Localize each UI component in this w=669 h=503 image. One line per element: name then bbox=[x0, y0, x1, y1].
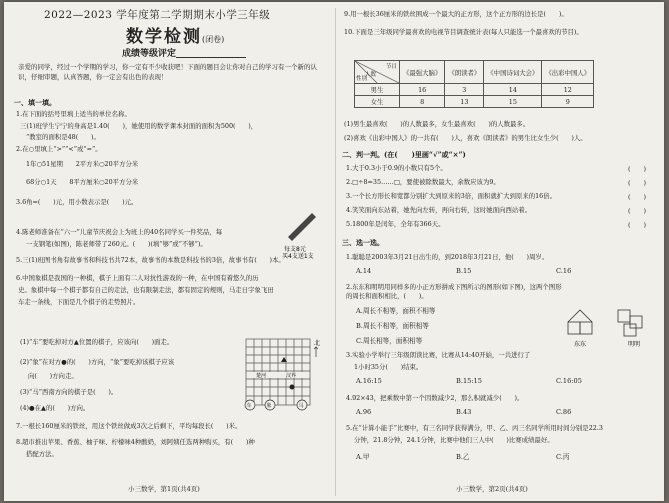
choice-5b: 分钟，21.8分钟，24.1分钟，比赛中他们三人中( )比赛成绩最好。 bbox=[354, 436, 554, 444]
row-label: 男生 bbox=[355, 84, 400, 96]
question-3: 3.6角=( )元，用小数表示是( )元。 bbox=[16, 198, 138, 206]
question-10-1: (1)男生最喜欢( )的人数最多，女生最喜欢( )的人数最多。 bbox=[344, 120, 530, 128]
choice-3-option-c[interactable]: C.16:05 bbox=[556, 377, 582, 385]
table-corner-cell bbox=[355, 61, 400, 84]
river-label-1: 楚河 bbox=[256, 373, 267, 379]
question-8: 8.超市推出苹果、香蕉、柚子味、柠檬味4种酸奶，刘阿姨任选两种购买，有( )种 bbox=[16, 438, 255, 446]
choice-4-option-c[interactable]: C.86 bbox=[556, 408, 572, 416]
choice-1: 1.聪聪是2003年3月21日出生的，到2018年3月21日，他( )周岁。 bbox=[346, 253, 549, 261]
exam-title: 数学检测(闭卷) bbox=[126, 27, 225, 47]
question-6-2: (2)“象”在对方●的( )方向，“象”要吃掉该棋子应该 bbox=[20, 358, 175, 366]
judge-5: 5.1800年是闰年，全年有366天。 bbox=[346, 220, 445, 228]
table-cell: 16 bbox=[400, 84, 445, 96]
column-header: 《朗读者》 bbox=[445, 61, 484, 84]
choice-5-option-a[interactable]: A.甲 bbox=[356, 453, 370, 461]
exam-sheet bbox=[4, 2, 664, 501]
question-5: 5.三(1)班图书角有故事书和科技书共72本，故事书的本数是科技书的3倍，故事书有( )本。 bbox=[16, 256, 285, 264]
shape-label-dongdong: 东东 bbox=[574, 341, 587, 348]
dot-marker-icon bbox=[290, 385, 295, 390]
question-2b: 68分○1天 8平方厘米○20平方分米 bbox=[26, 178, 139, 186]
choice-4-option-a[interactable]: A.96 bbox=[356, 408, 372, 416]
title-note: (闭卷) bbox=[202, 35, 225, 44]
table-cell: 13 bbox=[445, 96, 484, 108]
judge-4-blank[interactable]: ( ) bbox=[628, 207, 647, 215]
piece-ma bbox=[297, 400, 307, 410]
question-4: 4.陈老师准备在“六一”儿童节庆祝会上为班上的40名同学买一件奖品，每 bbox=[16, 228, 223, 236]
choice-5: 5.在“计算小能手”比赛中，有三名同学获得满分，甲、乙、丙三名同学所用时间分别是22.3 bbox=[346, 424, 603, 432]
question-7: 7.一根长160厘米的铁丝，用这个铁丝做成3次之后剩下，平均每段长( )米。 bbox=[16, 422, 242, 430]
question-6: 6.中国象棋是我国的一种棋，棋子上面有二人对抗性游戏的一种，在中国有着悠久的历 bbox=[16, 274, 259, 282]
choice-2: 2.东东和明明用同样多的小正方形拼成下图所示的图形(如下图)，这两个图形的周长和面积相比，( )。 bbox=[346, 283, 562, 300]
table-cell: 3 bbox=[445, 84, 484, 96]
question-2: 2.在○里填上“>”“<”或“=”。 bbox=[16, 145, 102, 153]
piece-xiang bbox=[265, 400, 275, 410]
column-header: 《出彩中国人》 bbox=[542, 61, 594, 84]
choice-3-option-b[interactable]: B.15:15 bbox=[456, 377, 482, 385]
table-cell: 9 bbox=[542, 96, 594, 108]
pen-price-tag bbox=[282, 207, 326, 259]
choice-1-option-b[interactable]: B.15 bbox=[456, 267, 472, 275]
exam-year: 2022—2023 学年度第二学期期末小学三年级 bbox=[44, 9, 271, 21]
judge-1-blank[interactable]: ( ) bbox=[628, 165, 647, 173]
choice-5-option-c[interactable]: C.丙 bbox=[556, 453, 570, 461]
left-page bbox=[4, 2, 334, 501]
section-fill: 一、填一填。 bbox=[14, 98, 56, 107]
corner-top: 节目 bbox=[385, 64, 397, 70]
table-row bbox=[355, 84, 594, 96]
table-cell: 14 bbox=[484, 84, 542, 96]
tv-survey-table bbox=[354, 60, 594, 108]
choice-1-option-c[interactable]: C.16 bbox=[556, 267, 572, 275]
tag-line-1: 每支8元 bbox=[284, 246, 306, 253]
north-arrow-icon bbox=[314, 347, 318, 357]
north-label: 北 bbox=[314, 340, 321, 347]
judge-1: 1.大于0.3小于0.9的小数只有5个。 bbox=[346, 164, 447, 172]
choice-3b: 1小时35分( )结束。 bbox=[354, 363, 423, 371]
shape-label-mingming: 明明 bbox=[628, 341, 641, 348]
tag-line-2: 买4支送1支 bbox=[282, 253, 314, 259]
choice-2-option-b[interactable]: B.周长不相等，面积相等 bbox=[356, 322, 429, 330]
question-1: 1.在下面的括号里填上适当的单位名称。 bbox=[16, 110, 131, 118]
question-6c: 车走一条线，下面是几个棋子的走势照片。 bbox=[18, 298, 140, 306]
judge-4: 4.笑笑面向东站着，她先向左转，再向右转，这时她面向西站着。 bbox=[346, 206, 532, 214]
question-4b: 一支钢笔(如图)，陈老师带了260元。( )(填“够”或“不够”)。 bbox=[26, 240, 207, 248]
judge-3: 3.一个长方形长和宽都分别扩大到原来的3倍，面积就扩大到原来的16倍。 bbox=[346, 192, 557, 200]
table-cell: 8 bbox=[400, 96, 445, 108]
choice-3-option-a[interactable]: A.16:15 bbox=[356, 377, 382, 385]
question-2a: 1年○51星期 2平方米○20平方分米 bbox=[26, 160, 139, 168]
page-divider bbox=[335, 8, 336, 496]
left-footer: 小三数学，第1页(共4页) bbox=[128, 485, 200, 493]
section-judge: 二、判一判。(在( )里画“√”或“×”) bbox=[342, 150, 466, 159]
question-6b: 史。象棋中每一个棋子都有自己的走法，也有限制走法，都有固定的规则，马走日字象飞田 bbox=[18, 286, 274, 294]
svg-text:象: 象 bbox=[266, 403, 272, 409]
intro-text: 亲爱的同学，经过一个学期的学习，你一定有不少收获吧！下面的题目会让你对自己的学习有一个新的认识，仔细审题，认真答题，你一定会有出色的表现！ bbox=[18, 63, 317, 81]
grade-line: 成绩等级评定 bbox=[122, 46, 246, 59]
question-1b: “教室的面积是48( )。 bbox=[26, 133, 100, 141]
river-label-2: 汉界 bbox=[286, 373, 297, 379]
question-6-1: (1)“车”要吃掉对方▲位置的棋子，应该向( )面走。 bbox=[20, 338, 174, 346]
piece-che bbox=[245, 400, 255, 410]
question-6-4: (4)●在▲的( )方向。 bbox=[20, 404, 90, 412]
pen-icon bbox=[288, 213, 316, 241]
table-row bbox=[355, 96, 594, 108]
choice-3: 3.实验小学举行三年级朗读比赛，比赛从14:40开始，一共进行了 bbox=[346, 351, 531, 359]
corner-mid: 人数 bbox=[365, 72, 377, 78]
judge-2: 2.□÷8=35……□，要使被除数最大，余数应该为9。 bbox=[346, 178, 500, 186]
chess-board bbox=[240, 335, 322, 413]
svg-text:车: 车 bbox=[246, 403, 252, 409]
question-6-2b: 向( )方向走。 bbox=[28, 372, 78, 380]
question-6-3: (3)“马”西南方向的棋子是( )。 bbox=[20, 388, 118, 396]
judge-3-blank[interactable]: ( ) bbox=[628, 193, 647, 201]
choice-5-option-b[interactable]: B.乙 bbox=[456, 453, 470, 461]
svg-text:马: 马 bbox=[298, 403, 304, 409]
choice-2-option-c[interactable]: C.周长相等，面积相等 bbox=[356, 337, 423, 345]
choice-1-option-a[interactable]: A.14 bbox=[356, 267, 372, 275]
table-cell: 15 bbox=[484, 96, 542, 108]
judge-2-blank[interactable]: ( ) bbox=[628, 179, 647, 187]
grade-blank bbox=[176, 48, 246, 58]
table-header-row bbox=[355, 61, 594, 84]
column-header: 《中国诗词大会》 bbox=[484, 61, 542, 84]
row-label: 女生 bbox=[355, 96, 400, 108]
question-10-2: (2)喜欢《出彩中国人》的一共有( )人，喜欢《朗读者》的男生比女生少( )人。 bbox=[344, 134, 587, 142]
question-8b: 搭配方法。 bbox=[26, 450, 58, 458]
question-9: 9.用一根长36厘米的铁丝围成一个最大的正方形，这个正方形的边长是( )。 bbox=[344, 10, 568, 18]
question-1a: 三(1)班学生宁宁的身高是1.40( )，她使用的数学课本封面的面积为500( )， bbox=[20, 122, 258, 130]
column-header: 《最强大脑》 bbox=[400, 61, 445, 84]
question-10: 10.下面是三年级同学最喜欢的电视节目调查统计表(每人只能选一个最喜欢的节目)。 bbox=[344, 28, 583, 36]
choice-4-option-b[interactable]: B.43 bbox=[456, 408, 472, 416]
right-footer: 小三数学，第2页(共4页) bbox=[456, 485, 528, 493]
choice-2-option-a[interactable]: A.周长不相等，面积不相等 bbox=[356, 307, 436, 315]
judge-5-blank[interactable]: ( ) bbox=[628, 221, 647, 229]
choice-4: 4.92×43，把乘数中第一个因数减少2，那么积就减少( )。 bbox=[346, 394, 524, 402]
table-cell: 12 bbox=[542, 84, 594, 96]
section-choose: 三、选一选。 bbox=[342, 238, 384, 247]
corner-bottom: 性别 bbox=[356, 76, 368, 82]
